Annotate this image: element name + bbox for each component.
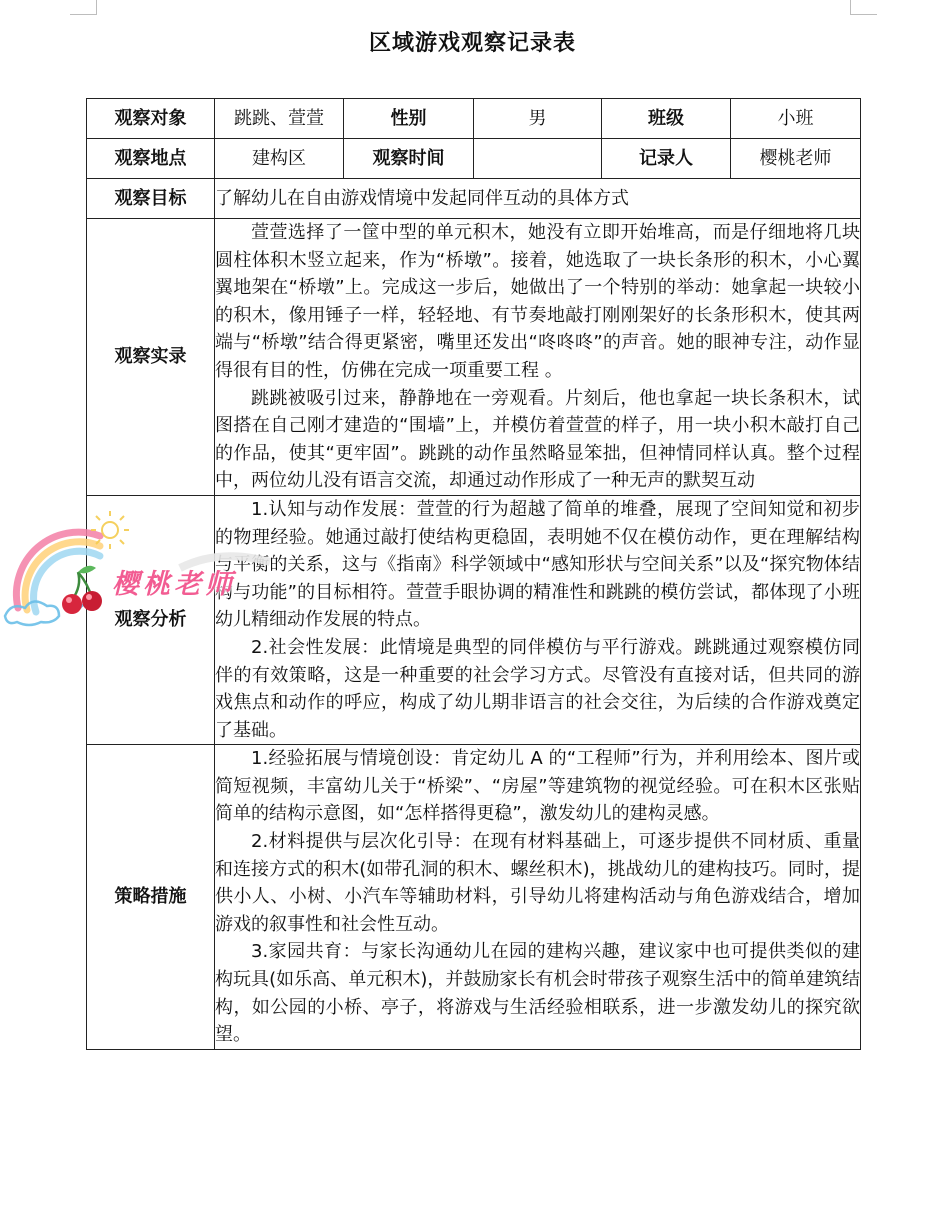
goal-text: 了解幼儿在自由游戏情境中发起同伴互动的具体方式 bbox=[215, 179, 861, 219]
strategy-content bbox=[215, 745, 861, 1050]
recorder-label: 记录人 bbox=[602, 139, 731, 179]
strategy-label: 策略措施 bbox=[87, 745, 215, 1050]
row-place bbox=[87, 139, 861, 179]
record-paragraph: 跳跳被吸引过来，静静地在一旁观看。片刻后，他也拿起一块长条积木，试图搭在自己刚才建造的“围墙”上，并模仿着萱萱的样子，用一块小积木敲打自己的作品，使其“更牢固”。跳跳的动作虽然略显笨拙，但神情同样认真。整个过程中，两位幼儿没有语言交流，却通过动作形成了一种无声的默契互动 bbox=[215, 387, 860, 492]
analysis-paragraph: 2.社会性发展：此情境是典型的同伴模仿与平行游戏。跳跳通过观察模仿同伴的有效策略，这是一种重要的社会学习方式。尽管没有直接对话，但共同的游戏焦点和动作的呼应，构成了幼儿期非语言的社会交往，为后续的合作游戏奠定了基础。 bbox=[215, 636, 860, 741]
strategy-paragraph: 1.经验拓展与情境创设：肯定幼儿 A 的“工程师”行为，并利用绘本、图片或简短视频，丰富幼儿关于“桥梁”、“房屋”等建筑物的视觉经验。可在积木区张贴简单的结构示意图，如“怎样搭得更稳”，激发幼儿的建构灵感。 bbox=[215, 748, 860, 825]
goal-label: 观察目标 bbox=[87, 179, 215, 219]
gender-label: 性别 bbox=[344, 99, 474, 139]
row-goal bbox=[87, 179, 861, 219]
analysis-content bbox=[215, 495, 861, 744]
analysis-label: 观察分析 bbox=[87, 495, 215, 744]
time-label: 观察时间 bbox=[344, 139, 474, 179]
record-label: 观察实录 bbox=[87, 219, 215, 496]
page-corner-mark-right bbox=[850, 0, 877, 15]
class-label: 班级 bbox=[602, 99, 731, 139]
place-label: 观察地点 bbox=[87, 139, 215, 179]
recorder-value: 樱桃老师 bbox=[731, 139, 861, 179]
row-subject bbox=[87, 99, 861, 139]
document-title: 区域游戏观察记录表 bbox=[368, 31, 576, 56]
row-record bbox=[87, 219, 861, 496]
gender-value: 男 bbox=[474, 99, 602, 139]
time-value bbox=[474, 139, 602, 179]
row-analysis bbox=[87, 495, 861, 744]
watermark-text: 樱桃老师 bbox=[112, 569, 236, 600]
record-paragraph: 萱萱选择了一筐中型的单元积木，她没有立即开始堆高，而是仔细地将几块圆柱体积木竖立起来，作为“桥墩”。接着，她选取了一块长条形的积木，小心翼翼地架在“桥墩”上。完成这一步后，她做出了一个特别的举动：她拿起一块较小的积木，像用锤子一样，轻轻地、有节奏地敲打刚刚架好的长条形积木，使其两端与“桥墩”结合得更紧密，嘴里还发出“咚咚咚”的声音。她的眼神专注，动作显得很有目的性，仿佛在完成一项重要工程 。 bbox=[215, 222, 860, 381]
subject-value: 跳跳、萱萱 bbox=[215, 99, 344, 139]
place-value: 建构区 bbox=[215, 139, 344, 179]
analysis-paragraph: 1.认知与动作发展：萱萱的行为超越了简单的堆叠，展现了空间知觉和初步的物理经验。她通过敲打使结构更稳固，表明她不仅在模仿动作，更在理解结构与平衡的关系，这与《指南》科学领域中“感知形状与空间关系”以及“探究物体结构与功能”的目标相符。萱萱手眼协调的精准性和跳跳的模仿尝试，都体现了小班幼儿精细动作发展的特点。 bbox=[215, 498, 860, 631]
record-content bbox=[215, 219, 861, 496]
subject-label: 观察对象 bbox=[87, 99, 215, 139]
page-corner-mark-left bbox=[70, 0, 97, 15]
strategy-paragraph: 3.家园共育：与家长沟通幼儿在园的建构兴趣，建议家中也可提供类似的建构玩具(如乐高、单元积木)，并鼓励家长有机会时带孩子观察生活中的简单建筑结构，如公园的小桥、亭子，将游戏与生活经验相联系，进一步激发幼儿的探究欲望。 bbox=[215, 941, 860, 1046]
class-value: 小班 bbox=[731, 99, 861, 139]
strategy-paragraph: 2.材料提供与层次化引导：在现有材料基础上，可逐步提供不同材质、重量和连接方式的积木(如带孔洞的积木、螺丝积木)，挑战幼儿的建构技巧。同时，提供小人、小树、小汽车等辅助材料，引导幼儿将建构活动与角色游戏结合，增加游戏的叙事性和社会性互动。 bbox=[215, 831, 860, 935]
row-strategy bbox=[87, 745, 861, 1050]
